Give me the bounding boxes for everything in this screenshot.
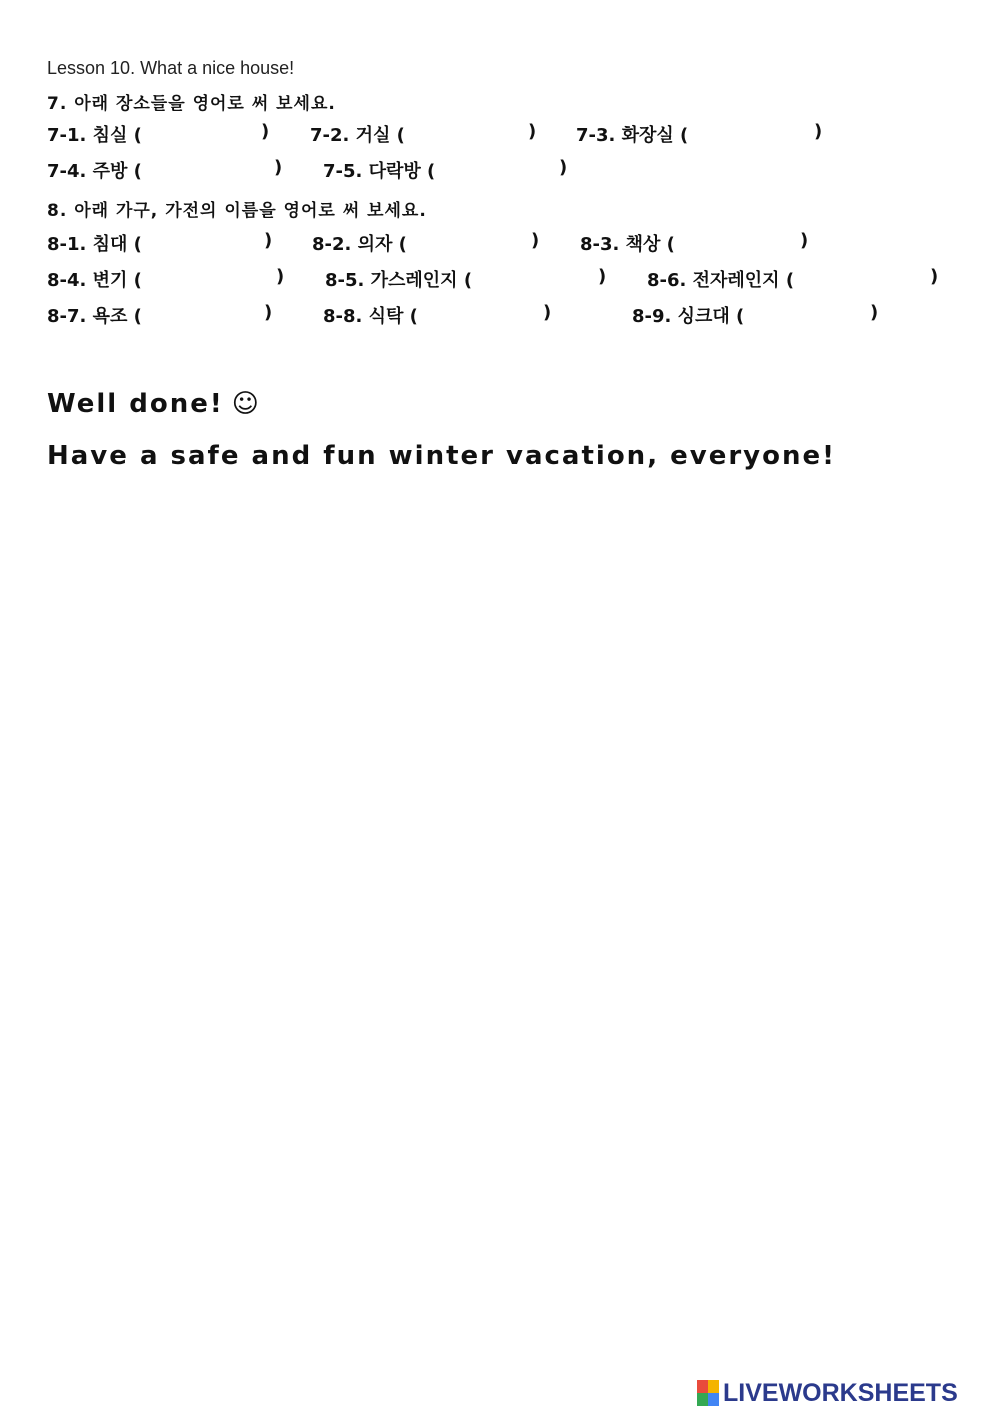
lesson-title: Lesson 10. What a nice house! — [47, 58, 295, 78]
question-8-row-1 — [0, 230, 1000, 260]
item-label: 7-5. 다락방 ( — [323, 161, 436, 182]
item-label: 8-1. 침대 ( — [47, 234, 142, 255]
item-label: 8-8. 식탁 ( — [323, 306, 418, 327]
closing-paren: ) — [930, 266, 939, 287]
closing-paren: ) — [598, 266, 607, 287]
logo-square-yellow — [708, 1380, 719, 1393]
smiley-icon: ☺ — [231, 389, 261, 419]
liveworksheets-logo-text: LIVEWORKSHEETS — [723, 1378, 958, 1407]
item-label: 7-1. 침실 ( — [47, 125, 142, 146]
question-7-row-2 — [0, 157, 1000, 187]
closing-paren: ) — [261, 121, 270, 142]
vacation-message: Have a safe and fun winter vacation, everyone! — [47, 441, 836, 471]
item-label: 8-4. 변기 ( — [47, 270, 142, 291]
item-label: 8-7. 욕조 ( — [47, 306, 142, 327]
closing-paren: ) — [531, 230, 540, 251]
item-label: 8-2. 의자 ( — [312, 234, 407, 255]
question-7-instruction: 7. 아래 장소들을 영어로 써 보세요. — [47, 94, 336, 114]
closing-paren: ) — [800, 230, 809, 251]
logo-square-red — [697, 1380, 708, 1393]
item-label: 8-6. 전자레인지 ( — [647, 270, 795, 291]
closing-paren: ) — [528, 121, 537, 142]
closing-paren: ) — [276, 266, 285, 287]
liveworksheets-logo — [697, 1378, 958, 1408]
closing-paren: ) — [870, 302, 879, 323]
question-8-instruction: 8. 아래 가구, 가전의 이름을 영어로 써 보세요. — [47, 201, 427, 221]
well-done-text: Well done! — [47, 389, 224, 419]
item-label: 8-9. 싱크대 ( — [632, 306, 745, 327]
item-label: 7-4. 주방 ( — [47, 161, 142, 182]
logo-square-blue — [708, 1393, 719, 1406]
item-label: 8-5. 가스레인지 ( — [325, 270, 473, 291]
logo-square-green — [697, 1393, 708, 1406]
closing-paren: ) — [814, 121, 823, 142]
question-8-row-3 — [0, 302, 1000, 332]
item-label: 8-3. 책상 ( — [580, 234, 675, 255]
closing-paren: ) — [264, 302, 273, 323]
question-8-row-2 — [0, 266, 1000, 296]
item-label: 7-2. 거실 ( — [310, 125, 405, 146]
closing-paren: ) — [274, 157, 283, 178]
item-label: 7-3. 화장실 ( — [576, 125, 689, 146]
closing-paren: ) — [543, 302, 552, 323]
well-done-message — [47, 389, 261, 419]
closing-paren: ) — [264, 230, 273, 251]
question-7-row-1 — [0, 121, 1000, 151]
closing-paren: ) — [559, 157, 568, 178]
liveworksheets-logo-icon — [697, 1380, 719, 1406]
